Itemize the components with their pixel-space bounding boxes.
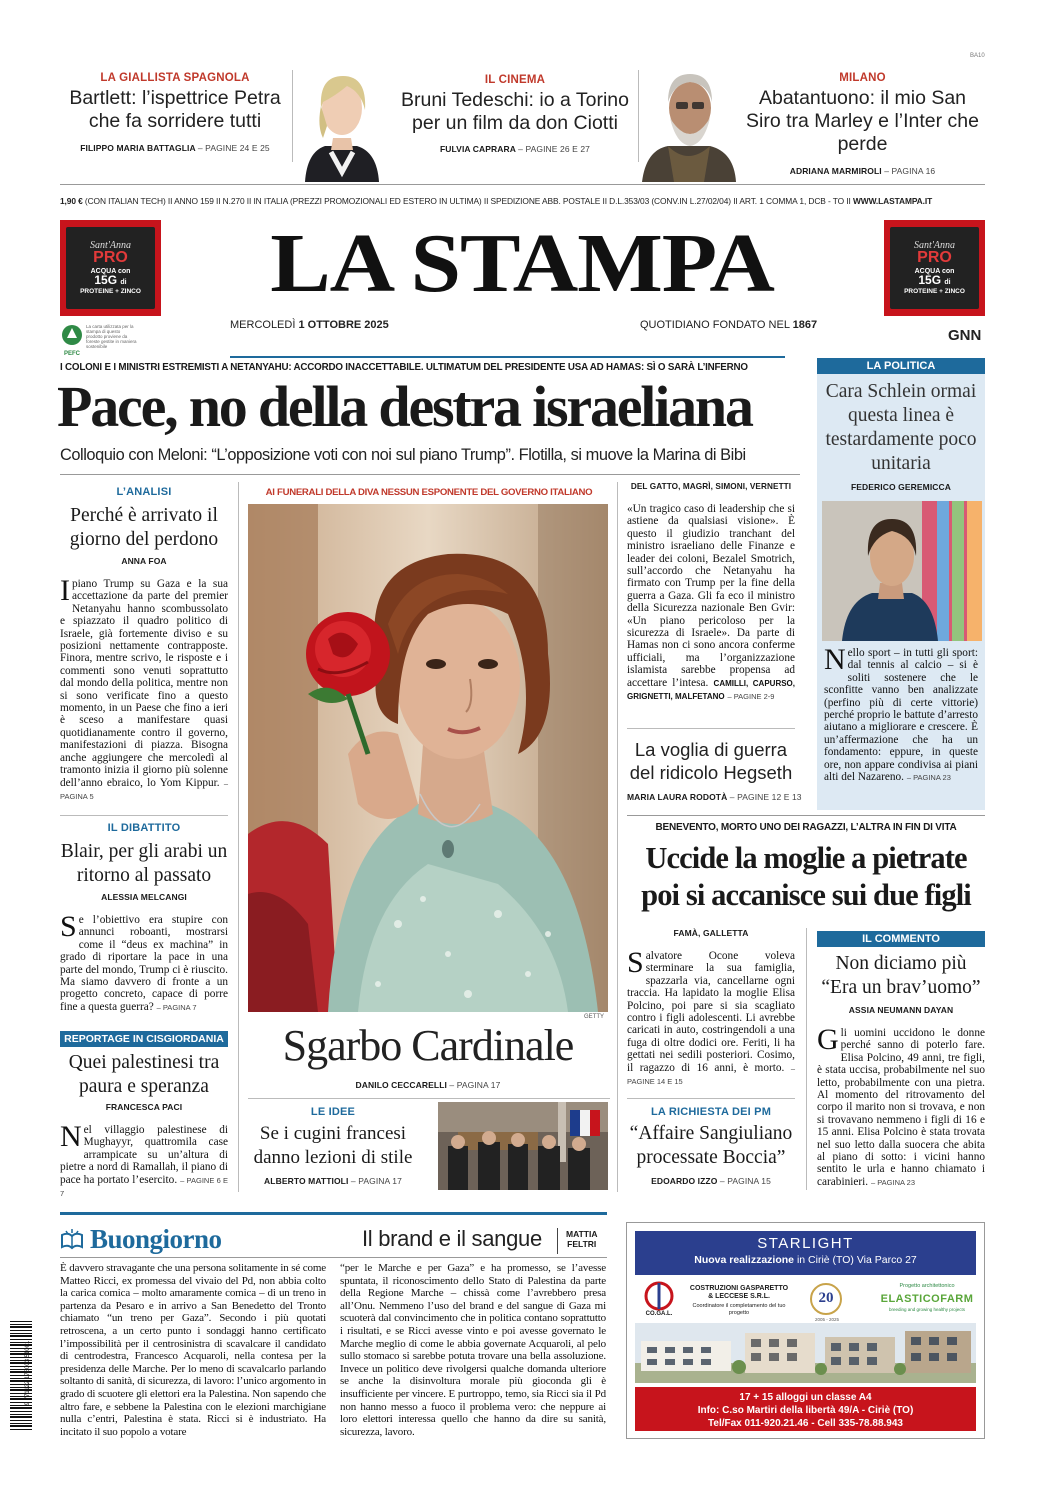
cogal-logo-icon [639,1281,679,1311]
buongiorno-header [60,1224,222,1255]
politica-author: FEDERICO GEREMICCA [850,482,952,492]
dibattito-body: Se l’obiettivo era stupire con annunci roboanti, mostrarsi come il “deus ex machina” in grado di riportare la pace in una parte del mondo, Trump ci è riuscito. Ma siamo davvero di fronte a un progetto concreto, capace di porre fine a questa guerra? – PAGINA 7 [60,910,228,1013]
benevento-headline[interactable]: Uccide la moglie a pietrate poi si accanisce sui due figli [641,841,971,912]
analisi-article[interactable] [60,486,228,803]
info-text: (CON ITALIAN TECH) II ANNO 159 II N.270 II IN ITALIA (PREZZI PROMOZIONALI ED ESTERO IN ULTIMA) II SPEDIZIONE ABB. POSTALE II D.L.353/03 (CONV.IN L.27/02/04) II ART. 1 COMMA 1, DCB - TO II [84,196,851,206]
starlight-tagline: in Ciriè (TO) Via Parco 27 [796,1254,917,1266]
ad-right-brand: Sant'Anna [913,240,955,252]
promo-right-byline: ADRIANA MARMIROLI – PAGINA 16 [789,166,936,176]
anniversary-years: 2005 - 2025 [814,1317,840,1322]
pefc-note: La carta utilizzata per la stampa di questo prodotto proviene da foreste gestite in maniera sostenibile [86,324,137,349]
anniversary-badge: 20 [810,1283,842,1315]
schlein-photo [822,501,982,641]
analisi-kicker: L’ANALISI [116,486,172,498]
lead-body-article[interactable] [627,482,795,704]
reportage-kicker: REPORTAGE IN CISGIORDANIA [60,1031,228,1047]
ad-right-pro: PRO [917,249,952,267]
hegseth-byline: MARIA LAURA RODOTÀ – PAGINE 12 E 13 [627,792,802,802]
benevento-body: Salvatore Ocone voleva sterminare la sua famiglia, spazzarla via, cancellarne ogni traccia. Ha lapidato la moglie Elisa Polcino, poi pare si sia scagliato contro i figli adolescenti. Li avrebbe caricati in auto, costringendoli a una fuga di oltre dodici ore. Feriti, li ha gettati nei sedili posteriori. Cosimo, il ragazzo di 16 anni, è morto. – PAGINE 14 E 15 [627,946,795,1087]
promo-left-kicker: LA GIALLISTA SPAGNOLA [100,72,250,84]
ad-right-di: di [944,279,951,287]
reportage-author: FRANCESCA PACI [105,1102,183,1112]
arch-sub: breeding and growing healthy projects [888,1307,966,1312]
richiesta-kicker: LA RICHIESTA DEI PM [650,1106,772,1118]
arch-label: Progetto architettonico [899,1283,955,1289]
benevento-authors: FAMÀ, GALLETTA [673,928,749,938]
ad-right-acqua: ACQUA con [914,268,955,276]
promo-left-byline: FILIPPO MARIA BATTAGLIA – PAGINE 24 E 25 [80,143,270,153]
richiesta-byline: EDOARDO IZZO – PAGINA 15 [651,1176,771,1186]
pefc-logo: PEFC [60,324,84,354]
gnn-logo: GNN [948,327,982,344]
ad-right[interactable] [884,220,985,316]
pefc-tree-icon [60,324,84,346]
buongiorno-title: Buongiorno [90,1224,222,1254]
ad-right-grams: 15G [918,273,942,288]
buildings-render [635,1323,976,1383]
ad-left-pro: PRO [93,249,128,267]
dibattito-kicker: IL DIBATTITO [107,822,181,834]
commento-body: Gli uomini uccidono le donne perché sanno di poterlo fare. Elisa Polcino, 49 anni, tre figli, è stata uccisa, probabilmente nel suo letto, probabilmente con una pietra. Al momento del ritrovamento del corpo il marito non si trovava, e non si trovavano nemmeno i figli di 16 e 15 anni. Elisa Polcino è stata trovata nel suo letto dalla suocera che abita al piano di sotto: i vicini hanno sentito le urla e hanno chiamato i carabinieri. – PAGINA 23 [817,1023,985,1188]
analisi-author: ANNA FOA [121,556,167,566]
dibattito-author: ALESSIA MELCANGI [101,892,187,902]
promo-left-photo [295,66,387,182]
promo-right-headline: Abatantuono: il mio San Siro tra Marley e l’Inter che perde [745,87,979,155]
buongiorno-author: MATTIA FELTRI [566,1229,598,1249]
ad-left-sub: PROTEINE + ZINCO [80,288,141,296]
idee-headline: Se i cugini francesi danno lezioni di stile [253,1123,413,1168]
info-line [60,196,985,206]
photo-story-headline[interactable]: Sgarbo Cardinale [282,1021,574,1070]
reportage-headline: Quei palestinesi tra paura e speranza [68,1052,220,1097]
benevento-kicker: BENEVENTO, MORTO UNO DEI RAGAZZI, L’ALTRA IN FIN DI VITA [655,822,957,833]
website-link[interactable]: WWW.LASTAMPA.IT [852,196,933,206]
ad-left-grams: 15G [94,273,118,288]
dibattito-headline: Blair, per gli arabi un ritorno al passato [60,841,228,886]
promo-center-headline: Bruni Tedeschi: io a Torino per un film da don Ciotti [400,89,629,134]
lead-body-text: «Un tragico caso di leadership che si astiene da qualsiasi visione». È questo il giudizio tranchant del ministro israeliano delle Finanze e leader dei coloni, Bezalel Smotrich, sull’accordo che Netanyahu ha firmato con Trump per la fine della guerra a Gaza. Gli fa eco il ministro della Sicurezza nazionale Ben Gvir: «Un piano pericoloso per la sicurezza di Israele». Da parte di Hamas non ci sono ancora conferme ufficiali, ma l’organizzazione islamista sarebbe propensa ad accettare l’intesa. CAMILLI, CAPURSO, GRIGNETTI, MALFETANO – PAGINE 2-9 [627,503,795,702]
photo-credit: GETTY [584,1014,605,1020]
ad-left-brand: Sant'Anna [89,240,131,252]
photo-story-byline: DANILO CECCARELLI – PAGINA 17 [355,1080,501,1090]
ad-left-acqua: ACQUA con [90,268,131,276]
ad-line-2: Info: C.so Martiri della libertà 49/A - Ciriè (TO) [697,1405,914,1416]
starlight-ad[interactable] [626,1222,985,1439]
promo-left-headline: Bartlett: l’ispettrice Petra che fa sorridere tutti [69,87,281,132]
ad-line-3: Tel/Fax 011-920.21.46 - Cell 335-78.88.943 [708,1418,903,1429]
ad-right-sub: PROTEINE + ZINCO [904,288,965,296]
analisi-headline: Perché è arrivato il giorno del perdono [69,505,219,550]
buongiorno-piece-title[interactable]: Il brand e il sangue [362,1226,542,1251]
idee-byline: ALBERTO MATTIOLI – PAGINA 17 [264,1176,402,1186]
idee-kicker: LE IDEE [310,1106,356,1118]
idee-photo [438,1102,608,1190]
promo-center-byline: FULVIA CAPRARA – PAGINE 26 E 27 [439,144,590,154]
lead-body-authors: DEL GATTO, MAGRÌ, SIMONI, VERNETTI [630,482,792,491]
photo-story-kicker: AI FUNERALI DELLA DIVA NESSUN ESPONENTE DEL GOVERNO ITALIANO [265,487,593,498]
promo-right-photo [638,66,740,182]
ad-left-di: di [120,279,127,287]
idee-article[interactable] [248,1106,418,1186]
dibattito-article[interactable] [60,822,228,1014]
lead-headline[interactable]: Pace, no della destra israeliana [57,374,752,439]
commento-headline: Non diciamo più “Era un brav’uomo” [821,953,981,998]
richiesta-headline: “Affaire Sangiuliano processate Boccia” [629,1123,793,1168]
cogal-label: CO.GA.L. [645,1311,673,1317]
lead-subhead: Colloquio con Meloni: “L’opposizione voti con noi sul piano Trump”. Flotilla, si muove la Marina di Bibi [60,446,746,464]
commento-article[interactable] [817,931,985,1189]
analisi-body: Ipiano Trump su Gaza e la sua accettazione da parte del premier Netanyahu hanno scombussolato e spiazzato il quadro politico di Israele, già fortemente diviso e su posizioni nettamente contrapposte. Finora, mentre scrivo, le risposte e i commenti sono venuti soprattutto dal mondo della politica, mentre non si sono verificate fino a questo momento, in un Paese che fino a ieri è sceso a manifestare quasi quotidianamente contro il governo, manifestazioni di piazza. Bisogna anche aggiungere che mercoledì al tramonto inizia il giorno più solenne dell’anno ebraico, lo Yom Kippur. – PAGINA 5 [60,574,228,801]
starlight-brand: STARLIGHT [757,1235,854,1252]
benevento-article[interactable] [627,928,795,1088]
politica-kicker: LA POLITICA [817,358,985,374]
promo-right-kicker: MILANO [839,72,886,84]
commento-author: ASSIA NEUMANN DAYAN [848,1005,954,1015]
buongiorno-col1: È davvero stravagante che una persona solitamente in sé come Matteo Ricci, ex promessa del vivaio del Pd, non abbia colto la carica comica – molto amaramente comica – di un treno in partenza da Pesaro e in arrivo a San Benedetto del Tronto chiamato “un treno per Gaza”. Secondo i più quotati retroscena, a un certo punto i sondaggi hanno certificato l’impossibilità per il centrosinistra di scavalcare il candidato di centrodestra, Francesco Acquaroli, nella contesa per la presidenza delle Marche. Per lo meno di scavalcarlo parlando soltanto di sanità, di sicurezza, di lavoro: l’unico argomento in grado di scuotere gli elettori era la Palestina. Non sapendo che altro fare, e sebbene la Palestina con le elezioni marchigiane nulla c’entri, Palestina è stata. Ricci si è industriato. Ha incitato il suo popolo a votare [60,1262,326,1438]
commento-kicker: IL COMMENTO [817,931,985,947]
open-book-icon [60,1229,84,1251]
politica-article[interactable] [817,358,985,810]
promo-center[interactable] [395,74,635,154]
ad-left[interactable] [60,220,161,316]
promo-right[interactable] [740,72,985,176]
company-name: COSTRUZIONI GASPARETTO & LECCESE S.R.L. [689,1285,789,1300]
company-note: Coordinatore il completamento del tuo progetto [692,1303,786,1316]
promo-left[interactable] [60,72,290,153]
cardinale-photo[interactable] [248,504,608,1012]
masthead-date: MERCOLEDÌ 1 OTTOBRE 2025 [230,319,389,331]
politica-headline: Cara Schlein ormai questa linea è testardamente poco unitaria [825,381,977,474]
promo-center-kicker: IL CINEMA [484,74,546,86]
barcode-digits: 9 771122 176003 51001 [25,1340,31,1406]
masthead-founded: QUOTIDIANO FONDATO NEL 1867 [640,319,818,331]
hegseth-article[interactable] [627,738,802,802]
lead-kicker: I COLONI E I MINISTRI ESTREMISTI A NETANYAHU: ACCORDO INACCETTABILE. ULTIMATUM DEL PRESIDENTE USA AD HAMAS: SÌ O SARÀ L’INFERNO [60,362,748,373]
politica-body: Nello sport – in tutti gli sport: dal tennis al calcio – si è soliti sostenere che le sconfitte vanno ben analizzate (perfino più di certe vittorie) perché proprio le battute d’arresto aiutano a migliorare e crescere. È un’affermazione che ha un fondamento: eppure, in queste ore, non appare condivisa ai piani alti del Nazareno. – PAGINA 23 [824,643,978,784]
reportage-article[interactable] [60,1031,228,1200]
masthead-title[interactable]: LA STAMPA [270,217,774,310]
reportage-body: Nel villaggio palestinese di Mughayyr, quattromila case arrampicate su un’altura di pietre a nord di Ramallah, il piano di pace ha portato l’esercito. – PAGINE 6 E 7 [60,1120,228,1199]
arch-brand: ELASTICOFARM [880,1293,974,1305]
tiny-code: BA10 [970,53,985,59]
hegseth-headline: La voglia di guerra del ridicolo Hegseth [629,739,793,783]
price: 1,90 € [60,196,83,206]
buongiorno-col2: “per le Marche e per Gaza” e ha promesso, se l’avesse spuntata, il riconoscimento dello Stato di Palestina da parte della Regione Marche – chissà come l’avrebbero presa all’Onu. Nemmeno l’uso del brand e del sangue di Gaza mi scuoterà dal convincimento che in politica contano soprattutto i risultati, e se Ricci avesse vinto e poi avesse governato le Marche meglio di come le abbia governate Acquaroli, al pelo sullo stomaco si sarebbe potuta trovare una bella assoluzione. Invece un politico deve rivolgersi qualche domanda ulteriore se anche la disinvoltura morale più gioconda gli è insufficiente per vincere. E purtroppo, temo, sia Ricci sia il Pd non hanno messo a fuoco il problema vero: che neppure ai loro elettori interessa quello che hanno da dire su sanità, sicurezza, lavoro. [340,1262,606,1438]
starlight-tagline-bold: Nuova realizzazione [694,1254,795,1266]
ad-line-1: 17 + 15 alloggi un classe A4 [739,1392,872,1403]
richiesta-article[interactable] [627,1106,795,1186]
